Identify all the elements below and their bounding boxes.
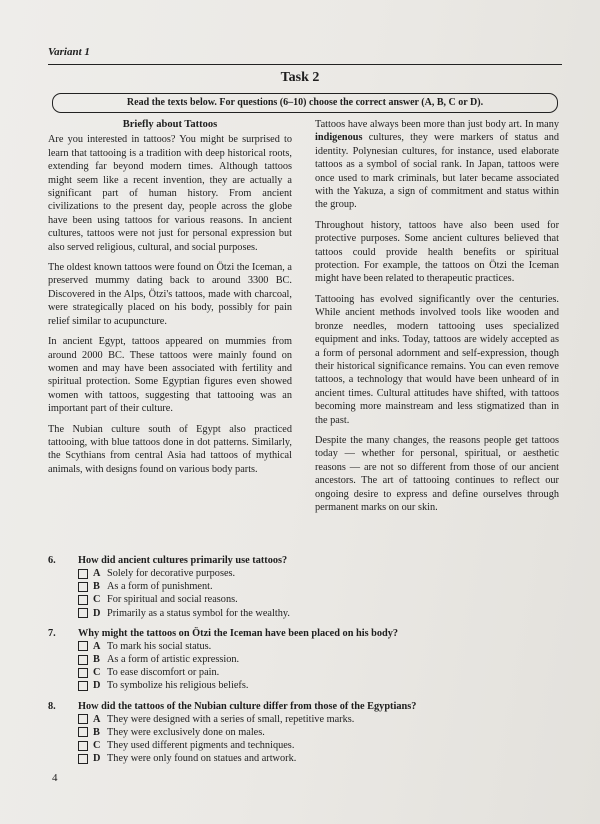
option-letter: C: [93, 594, 101, 606]
checkbox[interactable]: [78, 727, 88, 737]
article-paragraph: The Nubian culture south of Egypt also practiced tattooing, with blue tattoos done in dot patterns. Similarly, the Scythians from central Asia had tattoos of mythical animals, with designs found on various body parts.: [48, 423, 292, 475]
answer-option[interactable]: [78, 580, 558, 593]
option-text: Primarily as a status symbol for the wealthy.: [107, 607, 290, 619]
answer-option[interactable]: [78, 653, 558, 666]
checkbox[interactable]: [78, 569, 88, 579]
option-letter: A: [93, 713, 101, 725]
option-text: They were exclusively done on males.: [107, 726, 265, 738]
option-text: For spiritual and social reasons.: [107, 594, 238, 606]
answer-option[interactable]: [78, 666, 558, 679]
option-text: As a form of punishment.: [107, 581, 213, 593]
article-paragraph: [315, 118, 559, 212]
article-paragraph: Despite the many changes, the reasons people get tattoos today — whether for personal, spiritual, or aesthetic reasons — are not so different from those of our ancient ancestors. The art of tattooing continues to reflect our ongoing desire to express and define ourselves through permanent marks on our skin.: [315, 434, 559, 513]
checkbox[interactable]: [78, 741, 88, 751]
option-letter: C: [93, 667, 101, 679]
article-left-column: [48, 118, 292, 483]
option-text: They were only found on statues and artwork.: [107, 753, 297, 765]
paragraph-text: Tattoos have always been more than just body art. In many: [315, 119, 559, 130]
article-paragraph: Throughout history, tattoos have also been used for protective purposes. Some ancient cultures believed that tattoos could provide health benefits or spiritual protection. For example, the tattoos on Ötzi the Iceman might have been related to therapeutic practices.: [315, 219, 559, 285]
answer-option[interactable]: [78, 713, 558, 726]
instructions-box: Read the texts below. For questions (6–10) choose the correct answer (A, B, C or D).: [52, 93, 558, 113]
option-letter: A: [93, 568, 101, 579]
task-title: Task 2: [280, 70, 320, 85]
answer-option[interactable]: [78, 752, 558, 765]
checkbox[interactable]: [78, 595, 88, 605]
article-paragraph: Are you interested in tattoos? You might be surprised to learn that tattooing is a tradition with deep historical roots, extending far beyond modern times. Although tattoos might seem like a recent invention, they are actually a significant part of human history. From ancient civilizations to the present day, people across the globe have been using tattoos for various reasons. In ancient cultures, tattoos were not just for personal expression but also served religious, cultural, and social purposes.: [48, 134, 292, 253]
option-letter: B: [93, 654, 100, 666]
checkbox[interactable]: [78, 754, 88, 764]
question-text: Why might the tattoos on Ötzi the Iceman have been placed on his body?: [78, 627, 399, 639]
answer-option[interactable]: [78, 640, 558, 653]
answer-option[interactable]: [78, 726, 558, 739]
option-text: As a form of artistic expression.: [107, 654, 240, 666]
answer-option[interactable]: [78, 679, 558, 692]
question-number: 8.: [48, 700, 56, 712]
checkbox[interactable]: [78, 714, 88, 724]
question-text: How did ancient cultures primarily use tattoos?: [78, 555, 288, 566]
checkbox[interactable]: [78, 668, 88, 678]
option-text: To ease discomfort or pain.: [107, 667, 220, 679]
article-paragraph: The oldest known tattoos were found on Ötzi the Iceman, a preserved mummy dating back to around 3300 BC. Discovered in the Alps, Ötzi's tattoos, made with charcoal, were strategically placed on his body, possibly for pain relief similar to acupuncture.: [48, 262, 292, 327]
option-letter: A: [93, 640, 101, 652]
article-paragraph: In ancient Egypt, tattoos appeared on mummies from around 2000 BC. These tattoos were mainly found on women and may have been associated with fertility and spiritual protection. Some Egyptian figures even showed women with tattoos, suggesting that tattooing was an important part of their culture.: [48, 336, 292, 415]
option-text: They used different pigments and techniques.: [107, 740, 295, 752]
article-right-column: [315, 118, 559, 521]
checkbox[interactable]: [78, 655, 88, 665]
page-number: 4: [52, 772, 58, 784]
option-text: They were designed with a series of small, repetitive marks.: [107, 713, 355, 725]
option-letter: C: [93, 740, 101, 752]
article-title: Briefly about Tattoos: [122, 119, 218, 130]
question-8: [48, 700, 558, 766]
option-letter: D: [93, 680, 101, 692]
checkbox[interactable]: [78, 608, 88, 618]
question-number: 6.: [48, 555, 56, 566]
header-rule: [48, 64, 562, 65]
option-letter: D: [93, 753, 101, 765]
paragraph-text: cultures, they were markers of status and identity. Polynesian cultures, for instance, used elaborate tattoos as a symbol of social rank. In Japan, tattoos were once used to mark criminals, but later became associated with the Yakuza, a sign of commitment and status within the group.: [315, 132, 559, 211]
answer-option[interactable]: [78, 739, 558, 752]
option-letter: D: [93, 607, 101, 619]
questions-section: [48, 554, 558, 772]
variant-label: Variant 1: [48, 46, 90, 58]
checkbox[interactable]: [78, 582, 88, 592]
question-7: [48, 627, 558, 693]
question-text: How did the tattoos of the Nubian culture differ from those of the Egyptians?: [78, 700, 417, 712]
option-text: To symbolize his religious beliefs.: [107, 680, 249, 692]
option-letter: B: [93, 581, 100, 593]
question-number: 7.: [48, 627, 56, 639]
answer-option[interactable]: [78, 607, 558, 620]
checkbox[interactable]: [78, 681, 88, 691]
question-6: [48, 554, 558, 620]
checkbox[interactable]: [78, 641, 88, 651]
article-paragraph: Tattooing has evolved significantly over the centuries. While ancient methods involved tools like wooden and bronze needles, modern tattooing uses specialized equipment and inks. Today, tattoos are widely accepted as a form of personal adornment and self-expression, though their historical significance remains. You can even remove tattoos, a technology that would have been unheard of in ancient times. Cultural attitudes have shifted, with tattoos becoming more mainstream and less stigmatized than in the past.: [315, 293, 559, 426]
highlighted-word: indigenous: [315, 132, 363, 144]
answer-option[interactable]: [78, 567, 558, 580]
answer-option[interactable]: [78, 593, 558, 606]
option-letter: B: [93, 726, 100, 738]
option-text: To mark his social status.: [107, 640, 212, 652]
option-text: Solely for decorative purposes.: [107, 568, 236, 579]
